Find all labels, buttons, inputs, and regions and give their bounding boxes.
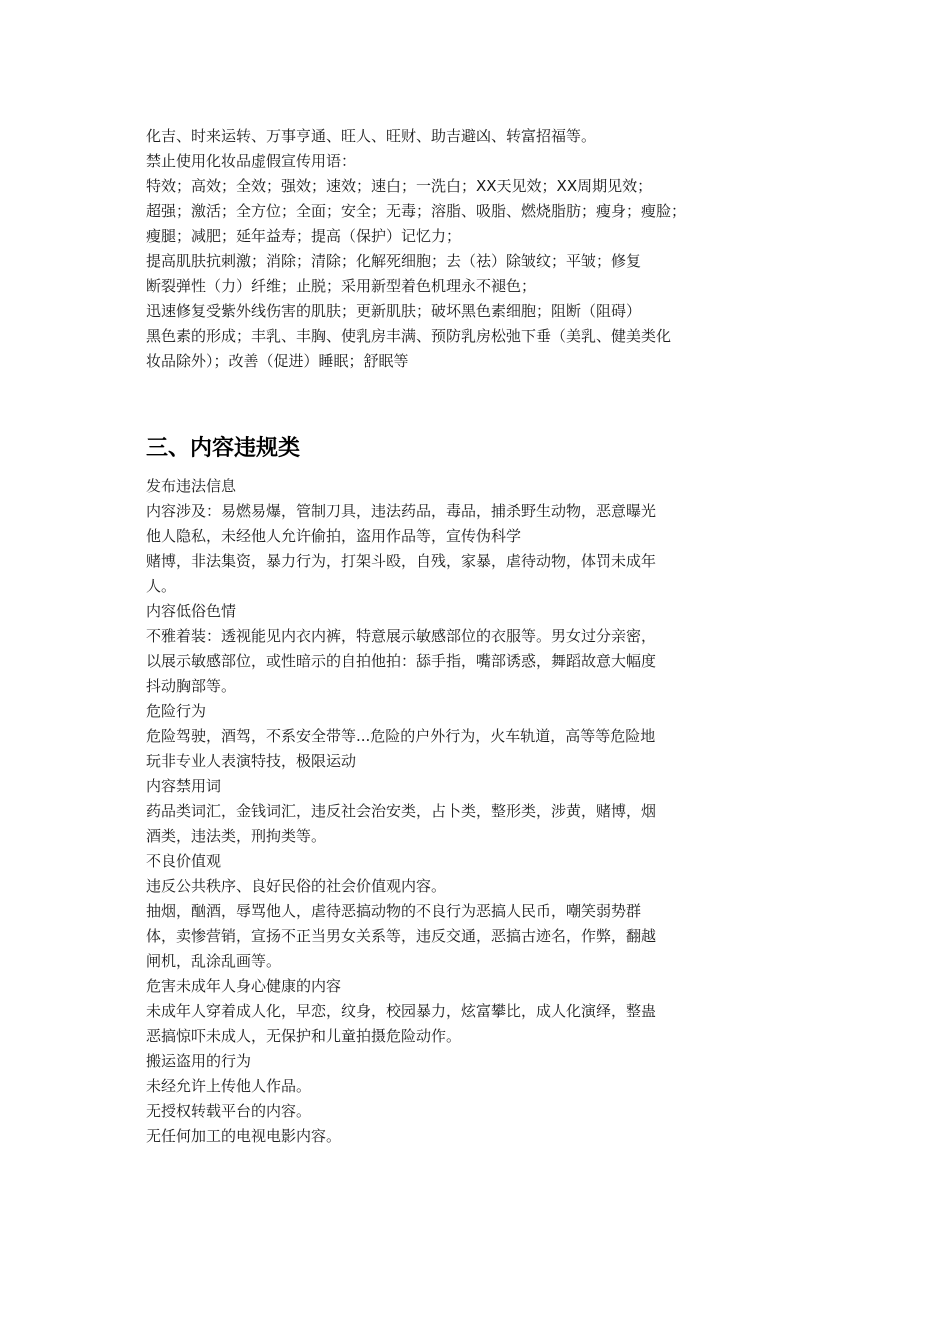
text-line: 无授权转载平台的内容。 (146, 1102, 312, 1120)
text-line: 抖动胸部等。 (146, 677, 237, 695)
text-line: 内容低俗色情 (146, 602, 237, 620)
text-line: 体，卖惨营销，宣扬不正当男女关系等，违反交通，恶搞古迹名，作弊，翻越 (146, 927, 657, 945)
text-line: 酒类，违法类，刑拘类等。 (146, 827, 327, 845)
text-line: 闸机，乱涂乱画等。 (146, 952, 282, 970)
text-line: 以展示敏感部位，或性暗示的自拍他拍：舔手指，嘴部诱惑，舞蹈故意大幅度 (146, 652, 657, 670)
text-line: 特效；高效；全效；强效；速效；速白；一洗白；XX天见效；XX周期见效； (146, 177, 653, 195)
text-line: 他人隐私，未经他人允许偷拍，盗用作品等，宣传伪科学 (146, 527, 522, 545)
section-heading: 三、内容违规类 (146, 436, 301, 461)
text-line: 提高肌肤抗刺激；消除；清除；化解死细胞；去（祛）除皱纹；平皱；修复 (146, 252, 642, 270)
text-line: 妆品除外）；改善（促进）睡眠；舒眠等 (146, 352, 409, 370)
text-line: 瘦腿；减肥；延年益寿；提高（保护）记忆力； (146, 227, 462, 245)
content-violations-section (146, 474, 786, 1149)
text-line: 内容禁用词 (146, 777, 222, 795)
text-line: 赌博，非法集资，暴力行为，打架斗殴，自残，家暴，虐待动物，体罚未成年 (146, 552, 657, 570)
text-line: 禁止使用化妆品虚假宣传用语： (146, 152, 357, 170)
text-line: 危害未成年人身心健康的内容 (146, 977, 342, 995)
text-line: 抽烟，酗酒，辱骂他人，虐待恶搞动物的不良行为恶搞人民币，嘲笑弱势群 (146, 902, 642, 920)
text-line: 断裂弹性（力）纤维；止脱；采用新型着色机理永不褪色； (146, 277, 537, 295)
text-line: 危险行为 (146, 702, 207, 720)
text-line: 黑色素的形成；丰乳、丰胸、使乳房丰满、预防乳房松弛下垂（美乳、健美类化 (146, 327, 672, 345)
text-line: 不良价值观 (146, 852, 222, 870)
text-line: 违反公共秩序、良好民俗的社会价值观内容。 (146, 877, 447, 895)
text-line: 无任何加工的电视电影内容。 (146, 1127, 342, 1145)
text-line: 不雅着装：透视能见内衣内裤，特意展示敏感部位的衣服等。男女过分亲密， (146, 627, 657, 645)
text-line: 迅速修复受紫外线伤害的肌肤；更新肌肤；破坏黑色素细胞；阻断（阻碍） (146, 302, 642, 320)
text-line: 搬运盗用的行为 (146, 1052, 252, 1070)
text-line: 危险驾驶，酒驾，不系安全带等...危险的户外行为，火车轨道，高等等危险地 (146, 727, 656, 745)
text-line: 玩非专业人表演特技，极限运动 (146, 752, 357, 770)
text-line: 超强；激活；全方位；全面；安全；无毒；溶脂、吸脂、燃烧脂肪；瘦身；瘦脸； (146, 202, 687, 220)
text-line: 恶搞惊吓未成人，无保护和儿童拍摄危险动作。 (146, 1027, 462, 1045)
text-line: 内容涉及：易燃易爆，管制刀具，违法药品，毒品，捕杀野生动物，恶意曝光 (146, 502, 657, 520)
text-line: 药品类词汇，金钱词汇，违反社会治安类，占卜类，整形类，涉黄，赌博，烟 (146, 802, 657, 820)
text-line: 未成年人穿着成人化，早恋，纹身，校园暴力，炫富攀比，成人化演绎，整蛊 (146, 1002, 657, 1020)
text-line: 未经允许上传他人作品。 (146, 1077, 312, 1095)
text-line: 发布违法信息 (146, 477, 237, 495)
text-line: 人。 (146, 577, 177, 595)
text-line: 化吉、时来运转、万事亨通、旺人、旺财、助吉避凶、转富招福等。 (146, 127, 597, 145)
cosmetics-banned-terms-section (146, 124, 786, 374)
